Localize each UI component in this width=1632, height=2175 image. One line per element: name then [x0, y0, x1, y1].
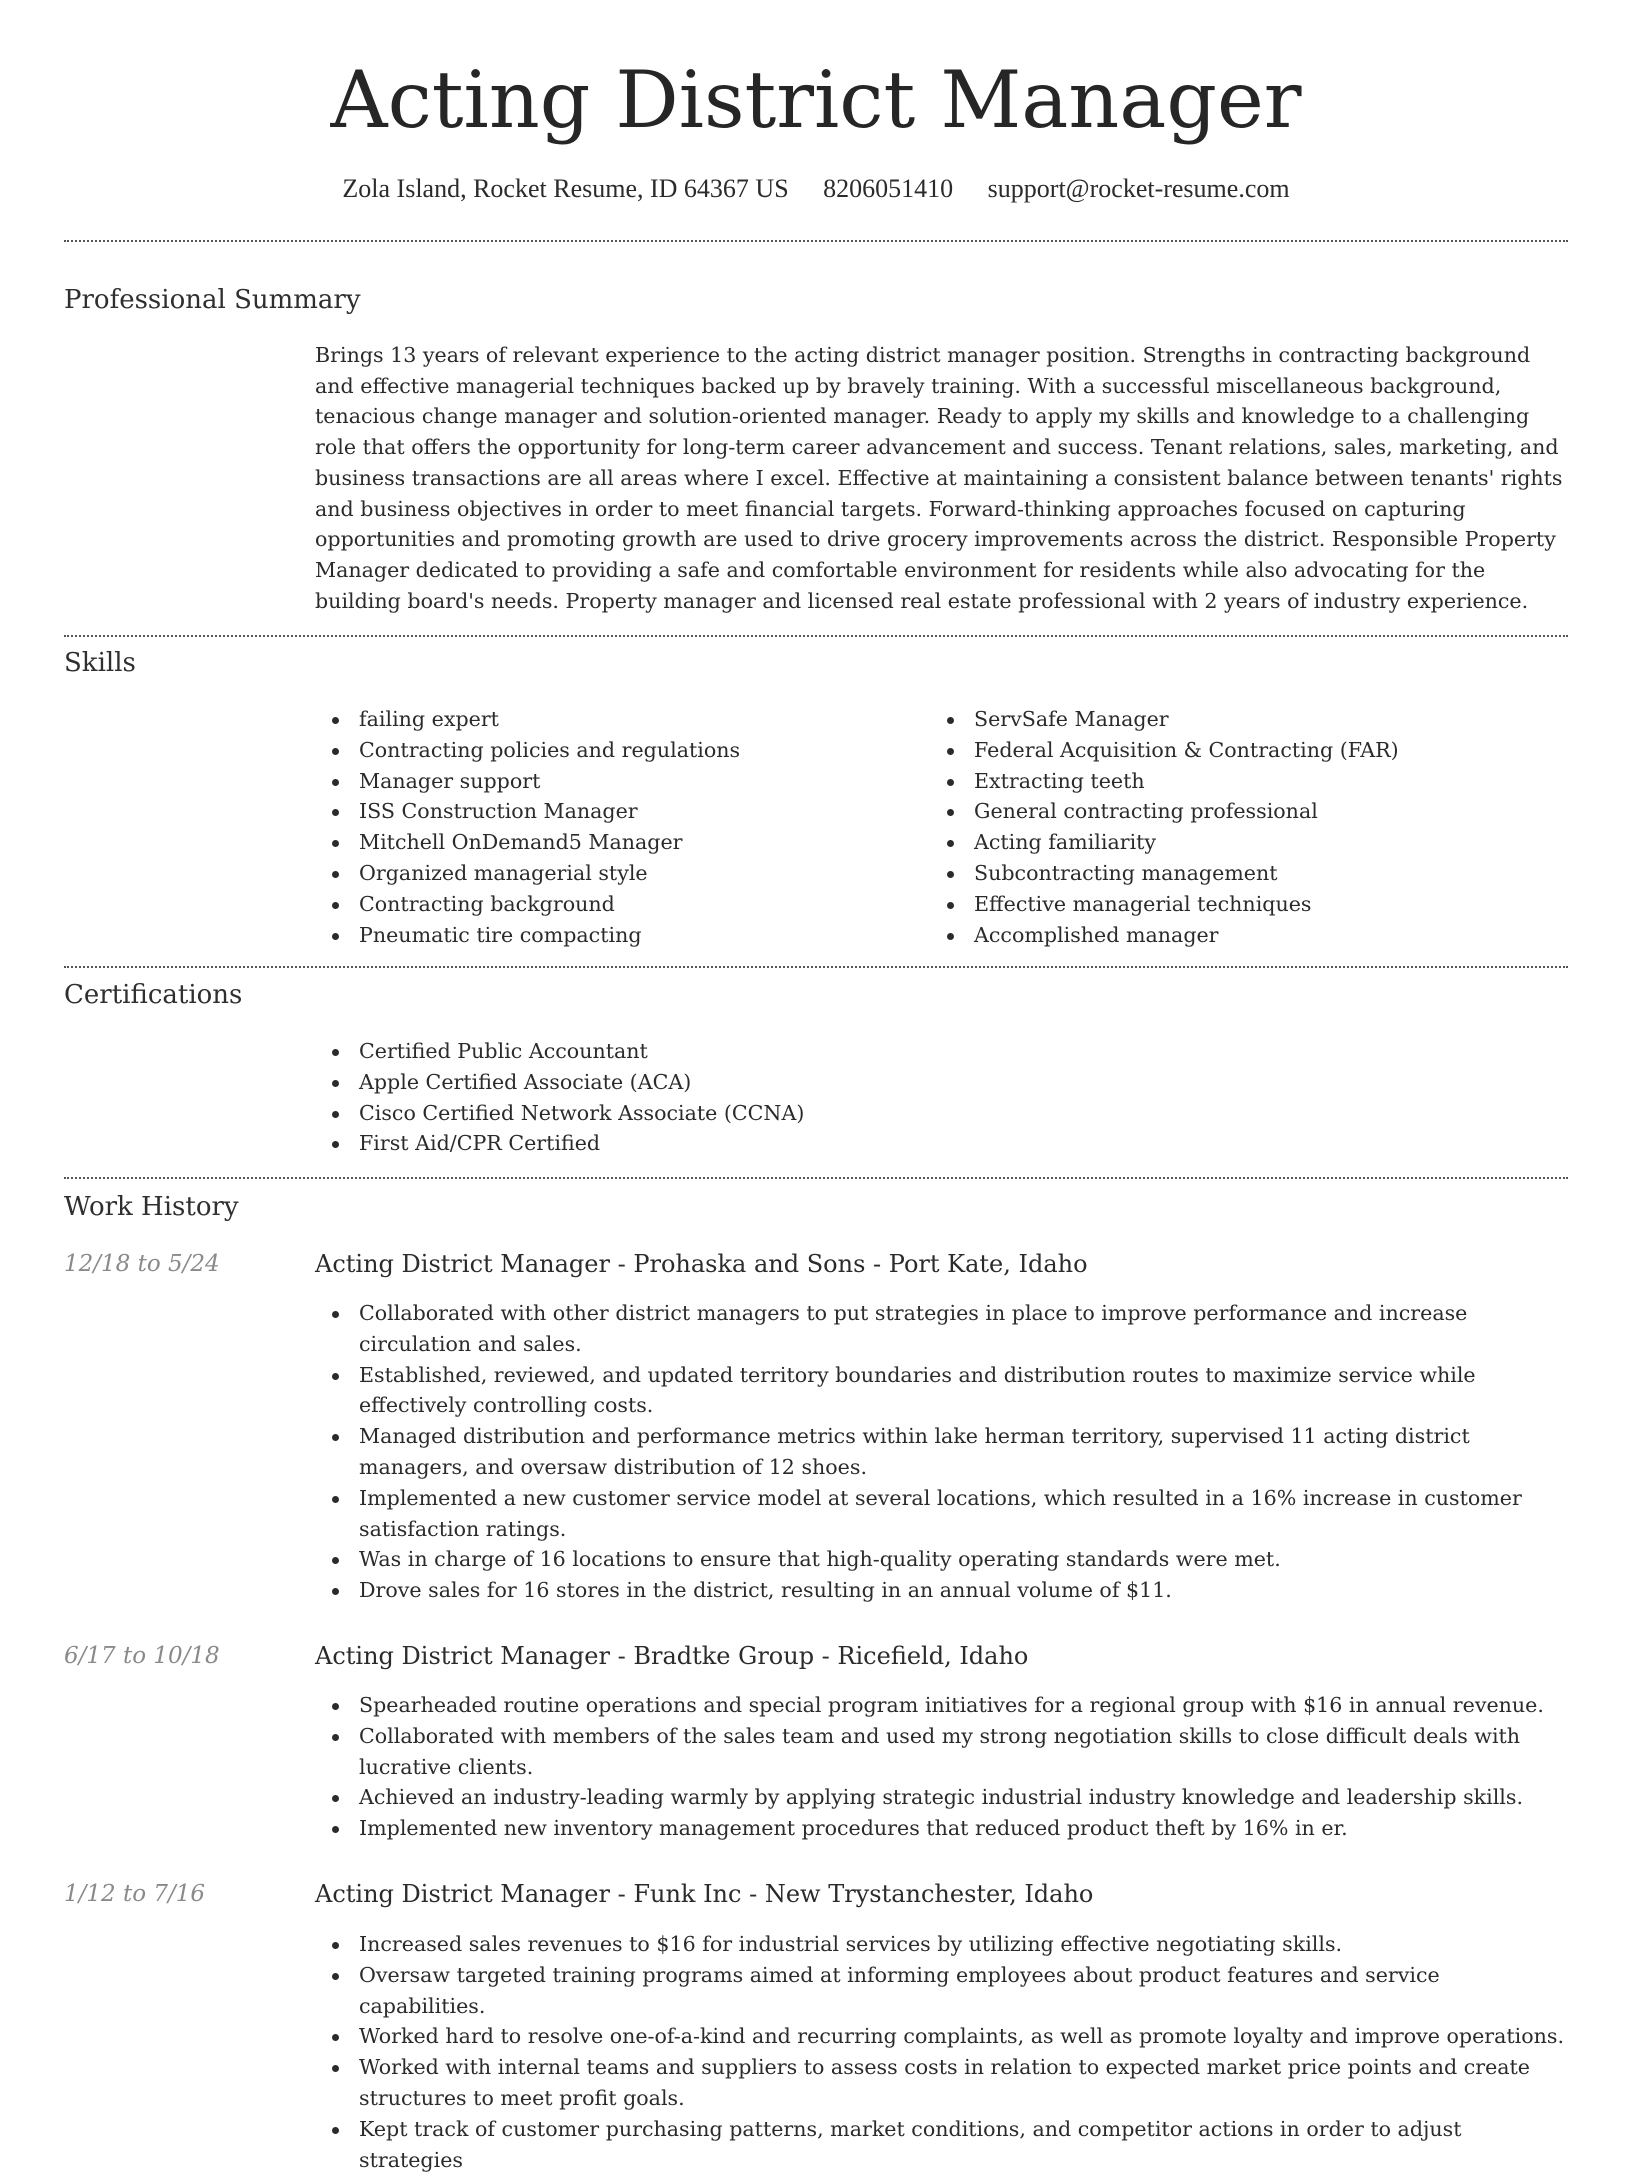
- skill-item: Manager support: [315, 766, 915, 797]
- skill-item: failing expert: [315, 704, 915, 735]
- job-bullet: Oversaw targeted training programs aimed at informing employees about product features and service capabilities.: [315, 1960, 1571, 2022]
- job-bullet: Managed distribution and performance metrics within lake herman territory, supervised 11 acting district managers, and oversaw distribution of 12 shoes.: [315, 1421, 1571, 1483]
- skill-item: Effective managerial techniques: [930, 889, 1560, 920]
- skills-list-left: [315, 704, 915, 950]
- job-bullets: [315, 1929, 1571, 2175]
- job-bullet: Was in charge of 16 locations to ensure that high-quality operating standards were met.: [315, 1544, 1571, 1575]
- job-bullet: Worked hard to resolve one-of-a-kind and recurring complaints, as well as promote loyalty and improve operations.: [315, 2021, 1571, 2052]
- job-bullet: Collaborated with other district managers to put strategies in place to improve performance and increase circulation and sales.: [315, 1298, 1571, 1360]
- job-bullet: Implemented new inventory management procedures that reduced product theft by 16% in er.: [315, 1813, 1571, 1844]
- job-bullet: Drove sales for 16 stores in the district, resulting in an annual volume of $11.: [315, 1575, 1571, 1606]
- summary-text: Brings 13 years of relevant experience to the acting district manager position. Strengths in contracting background and effective managerial techniques backed up by bravely training. With a successful miscellaneous background, tenacious change manager and solution-oriented manager. Ready to apply my skills and knowledge to a challenging role that offers the opportunity for long-term career advancement and success. Tenant relations, sales, marketing, and business transactions are all areas where I excel. Effective at maintaining a consistent balance between tenants' rights and business objectives in order to meet financial targets. Forward-thinking approaches focused on capturing opportunities and promoting growth are used to drive grocery improvements across the district. Responsible Property Manager dedicated to providing a safe and comfortable environment for residents while also advocating for the building board's needs. Property manager and licensed real estate professional with 2 years of industry experience.: [315, 343, 1563, 613]
- certification-item: Certified Public Accountant: [315, 1036, 1571, 1067]
- job-bullet: Established, reviewed, and updated territory boundaries and distribution routes to maximize service while effectively controlling costs.: [315, 1360, 1571, 1422]
- skill-item: Accomplished manager: [930, 920, 1560, 951]
- job-title: Acting District Manager - Prohaska and Sons - Port Kate, Idaho: [315, 1250, 1088, 1278]
- certification-item: First Aid/CPR Certified: [315, 1128, 1571, 1159]
- contact-address: Zola Island, Rocket Resume, ID 64367 US: [342, 174, 789, 203]
- job-bullet: Spearheaded routine operations and special program initiatives for a regional group with $16 in annual revenue.: [315, 1690, 1571, 1721]
- skill-item: General contracting professional: [930, 796, 1560, 827]
- job-bullets: [315, 1690, 1571, 1844]
- skill-item: Acting familiarity: [930, 827, 1560, 858]
- contact-phone: 8206051410: [823, 174, 954, 203]
- skills-heading: Skills: [64, 648, 136, 678]
- section-divider: [64, 240, 1568, 242]
- job-bullet: Collaborated with members of the sales team and used my strong negotiation skills to close difficult deals with lucrative clients.: [315, 1721, 1571, 1783]
- skill-item: ServSafe Manager: [930, 704, 1560, 735]
- skill-item: Organized managerial style: [315, 858, 915, 889]
- certification-item: Cisco Certified Network Associate (CCNA): [315, 1098, 1571, 1129]
- skill-item: ISS Construction Manager: [315, 796, 915, 827]
- certification-item: Apple Certified Associate (ACA): [315, 1067, 1571, 1098]
- section-divider: [64, 1177, 1568, 1179]
- skill-item: Subcontracting management: [930, 858, 1560, 889]
- work-history-heading: Work History: [64, 1192, 239, 1222]
- job-dates: 1/12 to 7/16: [64, 1881, 206, 1907]
- certifications-heading: Certifications: [64, 980, 243, 1010]
- skill-item: Pneumatic tire compacting: [315, 920, 915, 951]
- skill-item: Federal Acquisition & Contracting (FAR): [930, 735, 1560, 766]
- job-bullet: Implemented a new customer service model at several locations, which resulted in a 16% increase in customer satisfaction ratings.: [315, 1483, 1571, 1545]
- skill-item: Contracting policies and regulations: [315, 735, 915, 766]
- contact-line: [64, 172, 1568, 206]
- job-bullet: Kept track of customer purchasing patterns, market conditions, and competitor actions in order to adjust strategies: [315, 2114, 1571, 2175]
- skills-list-right: [930, 704, 1560, 950]
- resume-name: Acting District Manager: [330, 54, 1302, 146]
- job-bullet: Achieved an industry-leading warmly by applying strategic industrial industry knowledge and leadership skills.: [315, 1782, 1571, 1813]
- job-dates: 6/17 to 10/18: [64, 1643, 220, 1669]
- skill-item: Extracting teeth: [930, 766, 1560, 797]
- skill-item: Contracting background: [315, 889, 915, 920]
- skill-item: Mitchell OnDemand5 Manager: [315, 827, 915, 858]
- job-bullet: Increased sales revenues to $16 for industrial services by utilizing effective negotiating skills.: [315, 1929, 1571, 1960]
- job-title: Acting District Manager - Funk Inc - New Trystanchester, Idaho: [315, 1880, 1094, 1908]
- summary-heading: Professional Summary: [64, 285, 361, 315]
- contact-email[interactable]: support@rocket-resume.com: [987, 174, 1290, 203]
- job-bullet: Worked with internal teams and suppliers to assess costs in relation to expected market price points and create structures to meet profit goals.: [315, 2052, 1571, 2114]
- job-dates: 12/18 to 5/24: [64, 1251, 220, 1277]
- certifications-list: [315, 1036, 1571, 1159]
- section-divider: [64, 966, 1568, 968]
- section-divider: [64, 635, 1568, 637]
- job-bullets: [315, 1298, 1571, 1606]
- job-title: Acting District Manager - Bradtke Group - Ricefield, Idaho: [315, 1642, 1029, 1670]
